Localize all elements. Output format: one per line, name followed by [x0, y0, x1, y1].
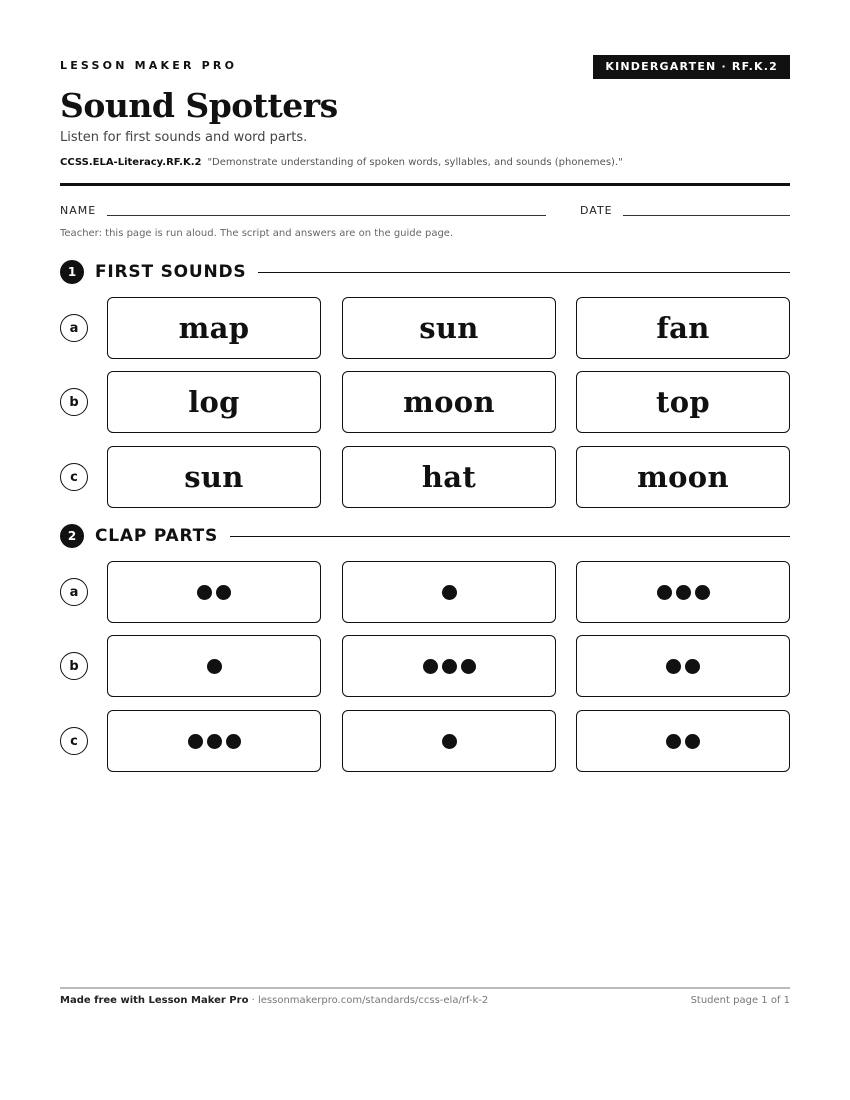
- standard-line: [60, 157, 623, 168]
- date-field[interactable]: [623, 215, 790, 216]
- syllable-dot: [207, 734, 222, 749]
- row-letter-badge: c: [60, 463, 88, 491]
- word-card[interactable]: [576, 297, 790, 359]
- clap-card[interactable]: [576, 561, 790, 623]
- brand-name: LESSON MAKER PRO: [60, 59, 238, 72]
- name-field[interactable]: [107, 215, 546, 216]
- word-label: map: [178, 311, 250, 345]
- syllable-dot: [423, 659, 438, 674]
- word-label: sun: [419, 311, 479, 345]
- section-number-badge: 1: [60, 260, 84, 284]
- row-letter-badge: a: [60, 314, 88, 342]
- section-title: FIRST SOUNDS: [95, 262, 247, 282]
- footer-made-with: Made free with Lesson Maker Pro: [60, 995, 249, 1006]
- question-row: [60, 446, 790, 508]
- syllable-dot: [442, 659, 457, 674]
- word-label: moon: [403, 385, 495, 419]
- row-letter-badge: a: [60, 578, 88, 606]
- word-card[interactable]: [576, 371, 790, 433]
- row-letter-badge: b: [60, 388, 88, 416]
- question-row: [60, 371, 790, 433]
- syllable-dot: [442, 734, 457, 749]
- syllable-dots: [207, 659, 222, 674]
- syllable-dot: [197, 585, 212, 600]
- clap-card[interactable]: [107, 561, 321, 623]
- standard-text: "Demonstrate understanding of spoken words, syllables, and sounds (phonemes).": [207, 157, 623, 168]
- syllable-dots: [666, 734, 700, 749]
- word-label: fan: [656, 311, 710, 345]
- word-card[interactable]: [576, 446, 790, 508]
- syllable-dot: [188, 734, 203, 749]
- question-row: [60, 710, 790, 772]
- standard-code: CCSS.ELA-Literacy.RF.K.2: [60, 157, 202, 168]
- name-label: NAME: [60, 204, 97, 217]
- question-row: [60, 635, 790, 697]
- row-letter-badge: b: [60, 652, 88, 680]
- clap-card[interactable]: [107, 635, 321, 697]
- footer-url: · lessonmakerpro.com/standards/ccss-ela/rf-k-2: [248, 995, 489, 1006]
- section-title: CLAP PARTS: [95, 526, 219, 546]
- syllable-dot: [666, 734, 681, 749]
- word-card[interactable]: [342, 371, 556, 433]
- page-title: Sound Spotters: [60, 86, 338, 125]
- word-label: top: [656, 385, 710, 419]
- clap-card[interactable]: [342, 710, 556, 772]
- syllable-dots: [197, 585, 231, 600]
- footer-credit: [60, 995, 488, 1006]
- question-row: [60, 297, 790, 359]
- syllable-dot: [685, 734, 700, 749]
- clap-card[interactable]: [576, 635, 790, 697]
- question-row: [60, 561, 790, 623]
- row-letter-badge: c: [60, 727, 88, 755]
- teacher-note: Teacher: this page is run aloud. The script and answers are on the guide page.: [60, 228, 454, 239]
- syllable-dots: [423, 659, 476, 674]
- page-number: Student page 1 of 1: [690, 995, 790, 1006]
- syllable-dots: [442, 734, 457, 749]
- word-card[interactable]: [342, 446, 556, 508]
- grade-badge: KINDERGARTEN · RF.K.2: [593, 55, 790, 79]
- syllable-dots: [657, 585, 710, 600]
- syllable-dot: [461, 659, 476, 674]
- syllable-dots: [442, 585, 457, 600]
- syllable-dot: [685, 659, 700, 674]
- word-label: hat: [421, 460, 477, 494]
- section-rule: [230, 536, 790, 537]
- syllable-dots: [188, 734, 241, 749]
- syllable-dot: [666, 659, 681, 674]
- date-label: DATE: [580, 204, 613, 217]
- section-header: [60, 260, 790, 284]
- syllable-dots: [666, 659, 700, 674]
- syllable-dot: [657, 585, 672, 600]
- section-header: [60, 524, 790, 548]
- section-rule: [258, 272, 790, 273]
- syllable-dot: [207, 659, 222, 674]
- syllable-dot: [676, 585, 691, 600]
- word-label: moon: [637, 460, 729, 494]
- footer-divider: [60, 987, 790, 989]
- header-divider: [60, 183, 790, 186]
- clap-card[interactable]: [342, 635, 556, 697]
- clap-card[interactable]: [342, 561, 556, 623]
- word-card[interactable]: [107, 446, 321, 508]
- syllable-dot: [695, 585, 710, 600]
- word-card[interactable]: [107, 371, 321, 433]
- word-label: sun: [184, 460, 244, 494]
- word-label: log: [188, 385, 240, 419]
- syllable-dot: [442, 585, 457, 600]
- syllable-dot: [226, 734, 241, 749]
- clap-card[interactable]: [107, 710, 321, 772]
- clap-card[interactable]: [576, 710, 790, 772]
- syllable-dot: [216, 585, 231, 600]
- section-number-badge: 2: [60, 524, 84, 548]
- word-card[interactable]: [107, 297, 321, 359]
- word-card[interactable]: [342, 297, 556, 359]
- page-subtitle: Listen for first sounds and word parts.: [60, 130, 308, 145]
